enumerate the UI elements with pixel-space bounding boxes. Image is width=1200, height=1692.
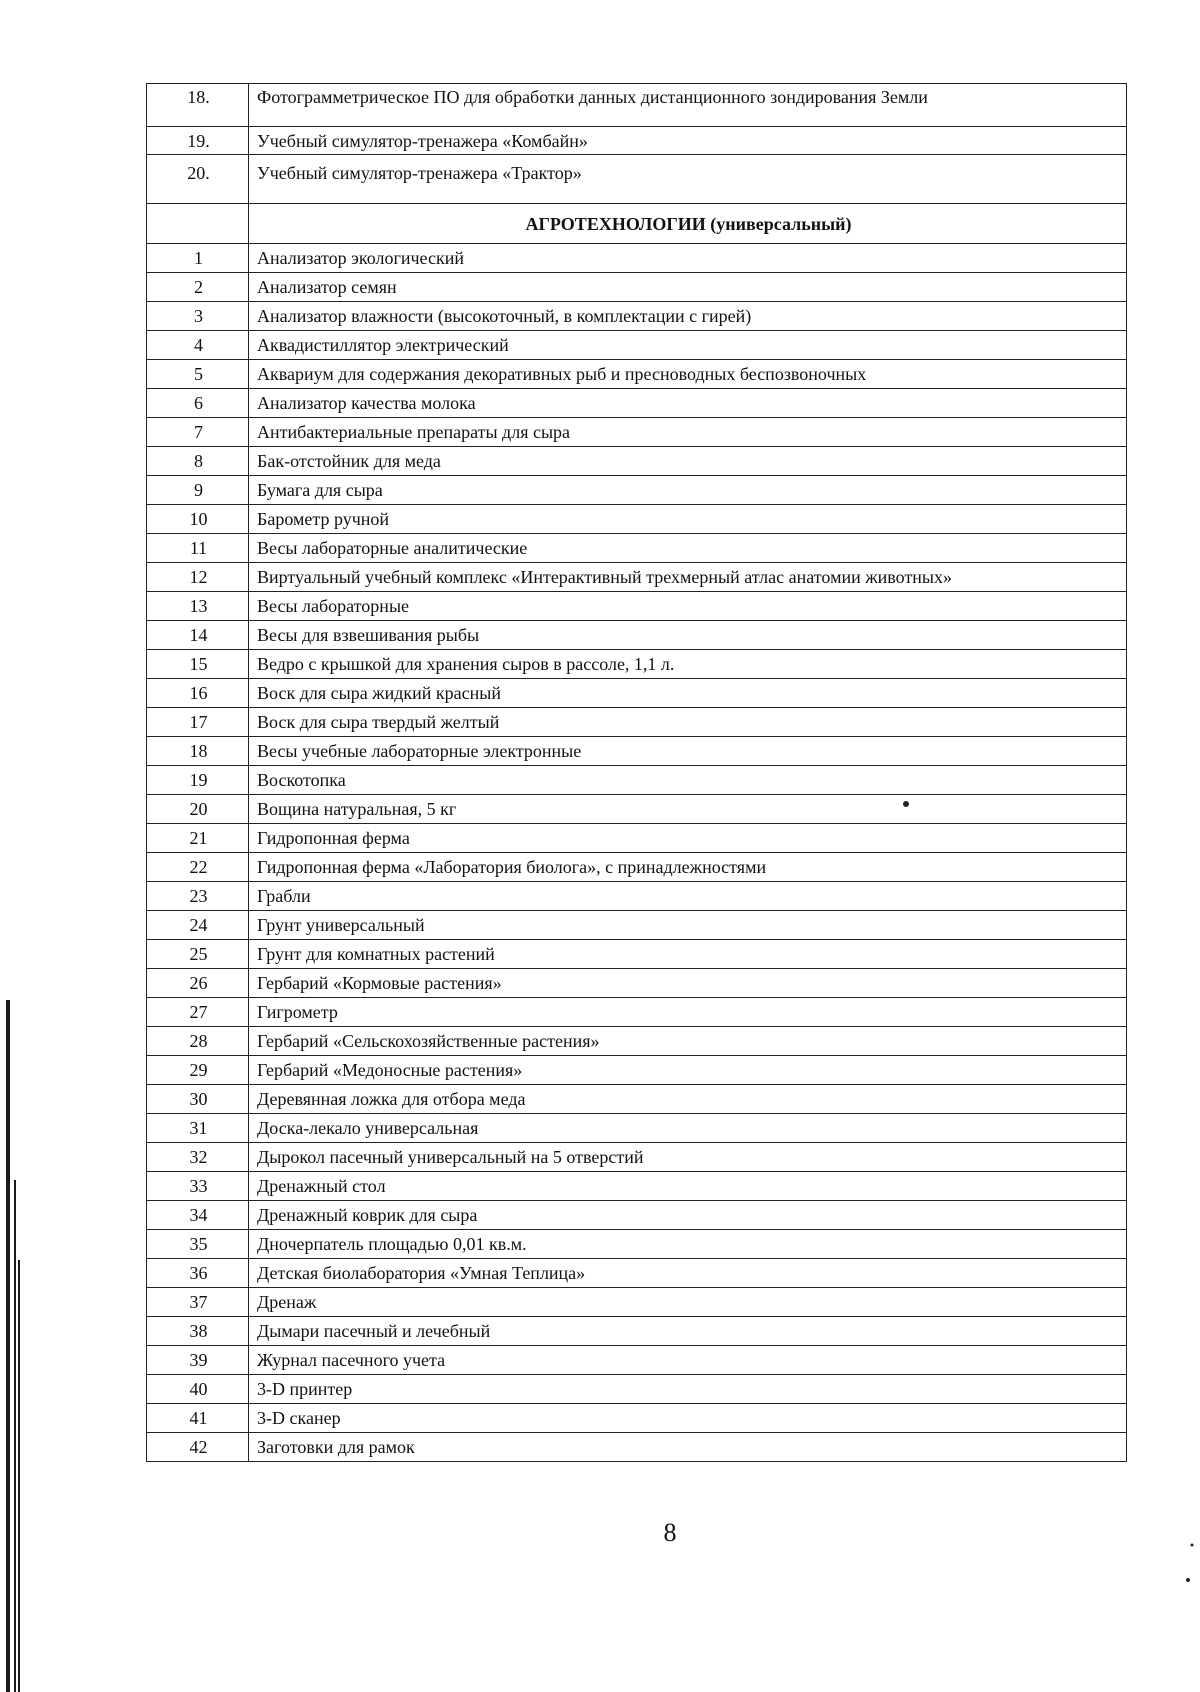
row-item-name: Анализатор влажности (высокоточный, в комплектации с гирей) — [249, 302, 1127, 331]
row-item-name: Журнал пасечного учета — [249, 1346, 1127, 1375]
row-item-name: 3-D принтер — [249, 1375, 1127, 1404]
row-number: 39 — [147, 1346, 249, 1375]
row-number: 24 — [147, 911, 249, 940]
row-item-name: Аквариум для содержания декоративных рыб и пресноводных беспозвоночных — [249, 360, 1127, 389]
row-item-name: 3-D сканер — [249, 1404, 1127, 1433]
row-item-name: Гербарий «Кормовые растения» — [249, 969, 1127, 998]
row-number: 18. — [147, 84, 249, 127]
row-item-name: Грунт для комнатных растений — [249, 940, 1127, 969]
row-number: 32 — [147, 1143, 249, 1172]
row-item-name: Детская биолаборатория «Умная Теплица» — [249, 1259, 1127, 1288]
row-item-name: Гербарий «Медоносные растения» — [249, 1056, 1127, 1085]
row-number: 26 — [147, 969, 249, 998]
row-item-name: Дночерпатель площадью 0,01 кв.м. — [249, 1230, 1127, 1259]
row-item-name: Весы лабораторные аналитические — [249, 534, 1127, 563]
row-number: 14 — [147, 621, 249, 650]
row-number: 15 — [147, 650, 249, 679]
row-number: 29 — [147, 1056, 249, 1085]
row-item-name: Анализатор семян — [249, 273, 1127, 302]
row-item-name: Деревянная ложка для отбора меда — [249, 1085, 1127, 1114]
row-number: 2 — [147, 273, 249, 302]
row-item-name: Воскотопка — [249, 766, 1127, 795]
row-item-name: Дренажный стол — [249, 1172, 1127, 1201]
row-item-name: Доска-лекало универсальная — [249, 1114, 1127, 1143]
row-number: 31 — [147, 1114, 249, 1143]
row-number: 28 — [147, 1027, 249, 1056]
row-item-name: Учебный симулятор-тренажера «Комбайн» — [249, 127, 1127, 155]
row-number: 36 — [147, 1259, 249, 1288]
row-number: 37 — [147, 1288, 249, 1317]
row-item-name: Дымари пасечный и лечебный — [249, 1317, 1127, 1346]
row-number: 25 — [147, 940, 249, 969]
row-number: 23 — [147, 882, 249, 911]
row-item-name: Бак-отстойник для меда — [249, 447, 1127, 476]
row-item-name: Гербарий «Сельскохозяйственные растения» — [249, 1027, 1127, 1056]
row-number: 4 — [147, 331, 249, 360]
row-number: 6 — [147, 389, 249, 418]
row-item-name: Дырокол пасечный универсальный на 5 отверстий — [249, 1143, 1127, 1172]
row-number: 35 — [147, 1230, 249, 1259]
row-item-name: Весы учебные лабораторные электронные — [249, 737, 1127, 766]
scan-speck — [1191, 1544, 1194, 1547]
row-item-name: Анализатор качества молока — [249, 389, 1127, 418]
row-number: 41 — [147, 1404, 249, 1433]
row-item-name: Гидропонная ферма — [249, 824, 1127, 853]
row-item-name: Воск для сыра жидкий красный — [249, 679, 1127, 708]
row-number: 18 — [147, 737, 249, 766]
row-number: 19 — [147, 766, 249, 795]
row-number: 33 — [147, 1172, 249, 1201]
scan-speck — [1186, 1578, 1190, 1582]
row-item-name: Фотограмметрическое ПО для обработки данных дистанционного зондирования Земли — [249, 84, 1127, 127]
row-number: 38 — [147, 1317, 249, 1346]
scan-speck — [903, 801, 909, 807]
row-item-name: Бумага для сыра — [249, 476, 1127, 505]
row-item-name: Воск для сыра твердый желтый — [249, 708, 1127, 737]
row-item-name: Виртуальный учебный комплекс «Интерактивный трехмерный атлас анатомии животных» — [249, 563, 1127, 592]
row-number: 34 — [147, 1201, 249, 1230]
row-number: 11 — [147, 534, 249, 563]
row-item-name: Барометр ручной — [249, 505, 1127, 534]
row-item-name: Грунт универсальный — [249, 911, 1127, 940]
row-item-name: Заготовки для рамок — [249, 1433, 1127, 1462]
row-number: 3 — [147, 302, 249, 331]
section-title: АГРОТЕХНОЛОГИИ (универсальный) — [249, 204, 1127, 244]
row-item-name: Анализатор экологический — [249, 244, 1127, 273]
row-item-name: Весы для взвешивания рыбы — [249, 621, 1127, 650]
row-number: 8 — [147, 447, 249, 476]
row-number: 19. — [147, 127, 249, 155]
row-item-name: Дренажный коврик для сыра — [249, 1201, 1127, 1230]
row-number: 20 — [147, 795, 249, 824]
row-number: 10 — [147, 505, 249, 534]
row-number: 13 — [147, 592, 249, 621]
row-number: 27 — [147, 998, 249, 1027]
row-number: 16 — [147, 679, 249, 708]
row-number: 30 — [147, 1085, 249, 1114]
row-item-name: Гидропонная ферма «Лаборатория биолога», с принадлежностями — [249, 853, 1127, 882]
row-item-name: Аквадистиллятор электрический — [249, 331, 1127, 360]
row-item-name: Вощина натуральная, 5 кг — [249, 795, 1127, 824]
row-number: 12 — [147, 563, 249, 592]
row-number: 5 — [147, 360, 249, 389]
row-number: 40 — [147, 1375, 249, 1404]
row-number: 22 — [147, 853, 249, 882]
row-item-name: Весы лабораторные — [249, 592, 1127, 621]
row-number: 9 — [147, 476, 249, 505]
row-item-name: Грабли — [249, 882, 1127, 911]
row-number: 42 — [147, 1433, 249, 1462]
row-number: 7 — [147, 418, 249, 447]
row-item-name: Антибактериальные препараты для сыра — [249, 418, 1127, 447]
page-number: 8 — [663, 1518, 677, 1547]
row-number: 20. — [147, 155, 249, 204]
row-number: 17 — [147, 708, 249, 737]
row-item-name: Дренаж — [249, 1288, 1127, 1317]
row-number: 1 — [147, 244, 249, 273]
row-item-name: Гигрометр — [249, 998, 1127, 1027]
row-item-name: Ведро с крышкой для хранения сыров в рассоле, 1,1 л. — [249, 650, 1127, 679]
row-number: 21 — [147, 824, 249, 853]
row-item-name: Учебный симулятор-тренажера «Трактор» — [249, 155, 1127, 204]
